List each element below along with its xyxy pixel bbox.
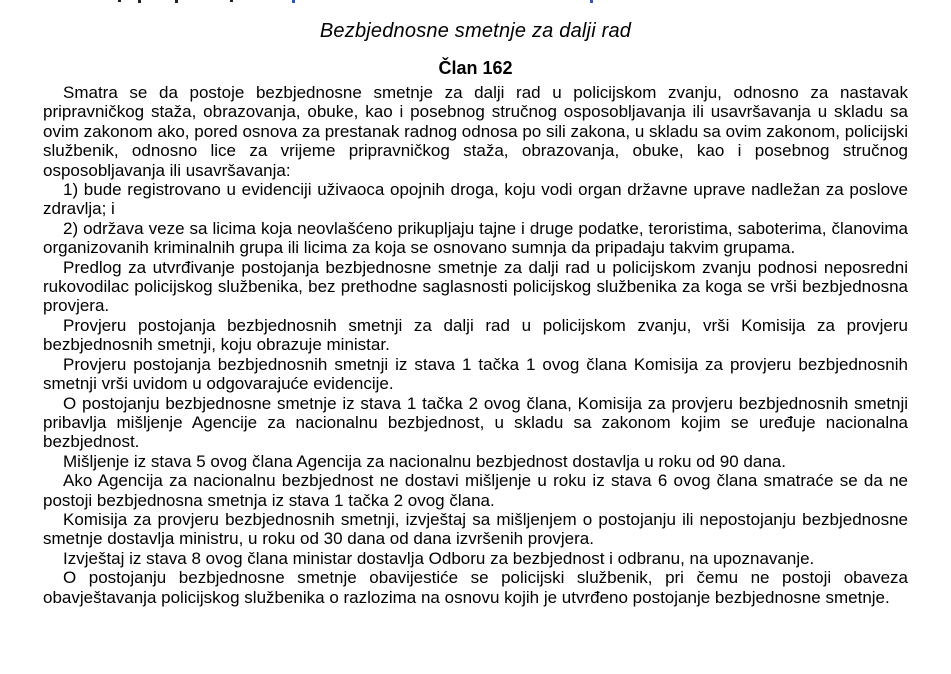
paragraph: Predlog za utvrđivanje postojanja bezbjednosne smetnje za dalji rad u policijskom zvanju podnosi neposredni rukovodilac policijskog službenika, bez prethodne saglasnosti policijskog službenika za koga se vrši bezbjednosna provjera. (43, 257, 908, 316)
paragraph: Mišljenje iz stava 5 ovog člana Agencija za nacionalnu bezbjednost dostavlja u roku od 90 dana. (63, 451, 786, 471)
article-body (43, 83, 908, 607)
paragraph: Provjeru postojanja bezbjednosnih smetnji iz stava 1 tačka 1 ovog člana Komisija za provjeru bezbjednosnih smetnji vrši uvidom u odgovarajuće evidencije. (43, 354, 908, 394)
section-title: Bezbjednosne smetnje za dalji rad (319, 20, 632, 42)
article-heading: Član 162 (438, 58, 513, 78)
paragraph: Ako Agencija za nacionalnu bezbjednost ne dostavi mišljenje u roku iz stava 6 ovog člana smatraće se da ne postoji bezbjednosna smetnja iz stava 1 tačka 2 ovog člana. (43, 471, 908, 510)
article-document (43, 0, 908, 607)
paragraph: 2) održava veze sa licima koja neovlašćeno prikupljaju tajne i druge podatke, teroristima, saboterima, članovima organizovanih kriminalnih grupa ili licima za koja se osnovano sumnja da pripadaju takvim grupama. (43, 218, 908, 258)
paragraph: Komisija za provjeru bezbjednosnih smetnji, izvještaj sa mišljenjem o postojanju ili nepostojanju bezbjednosne smetnje dostavlja ministru, u roku od 30 dana od dana izvršenih provjera. (43, 509, 908, 549)
paragraph: Smatra se da postoje bezbjednosne smetnje za dalji rad u policijskom zvanju, odnosno za nastavak pripravničkog staža, obrazovanja, obuke, kao i posebnog stručnog osposobljavanja ili usavršavanja u skladu sa ovim zakonom ako, pored osnova za prestanak radnog odnosa po sili zakona, u skladu sa ovim zakonom, policijski službenik, odnosno lice za vrijeme pripravničkog staža, obrazovanja, obuke, kao i posebnog stručnog osposobljavanja ili usavršavanja: (43, 83, 908, 180)
paragraph: Provjeru postojanja bezbjednosnih smetnji za dalji rad u policijskom zvanju, vrši Komisija za provjeru bezbjednosnih smetnji, koju obrazuje ministar. (43, 315, 908, 355)
paragraph: O postojanju bezbjednosne smetnje iz stava 1 tačka 2 ovog člana, Komisija za provjeru bezbjednosnih smetnji pribavlja mišljenje Agencije za nacionalnu bezbjednost, u skladu sa zakonom kojim se uređuje nacionalna bezbjednost. (43, 393, 908, 452)
paragraph: 1) bude registrovano u evidenciji uživaoca opojnih droga, koju vodi organ državne uprave nadležan za poslove zdravlja; i (43, 180, 908, 219)
paragraph: Izvještaj iz stava 8 ovog člana ministar dostavlja Odboru za bezbjednost i odbranu, na upoznavanje. (63, 548, 815, 568)
paragraph: O postojanju bezbjednosne smetnje obavijestiće se policijski službenik, pri čemu ne postoji obaveza obavještavanja policijskog službenika o razlozima na osnovu kojih je utvrđeno postojanje bezbjednosne smetnje. (43, 568, 908, 607)
